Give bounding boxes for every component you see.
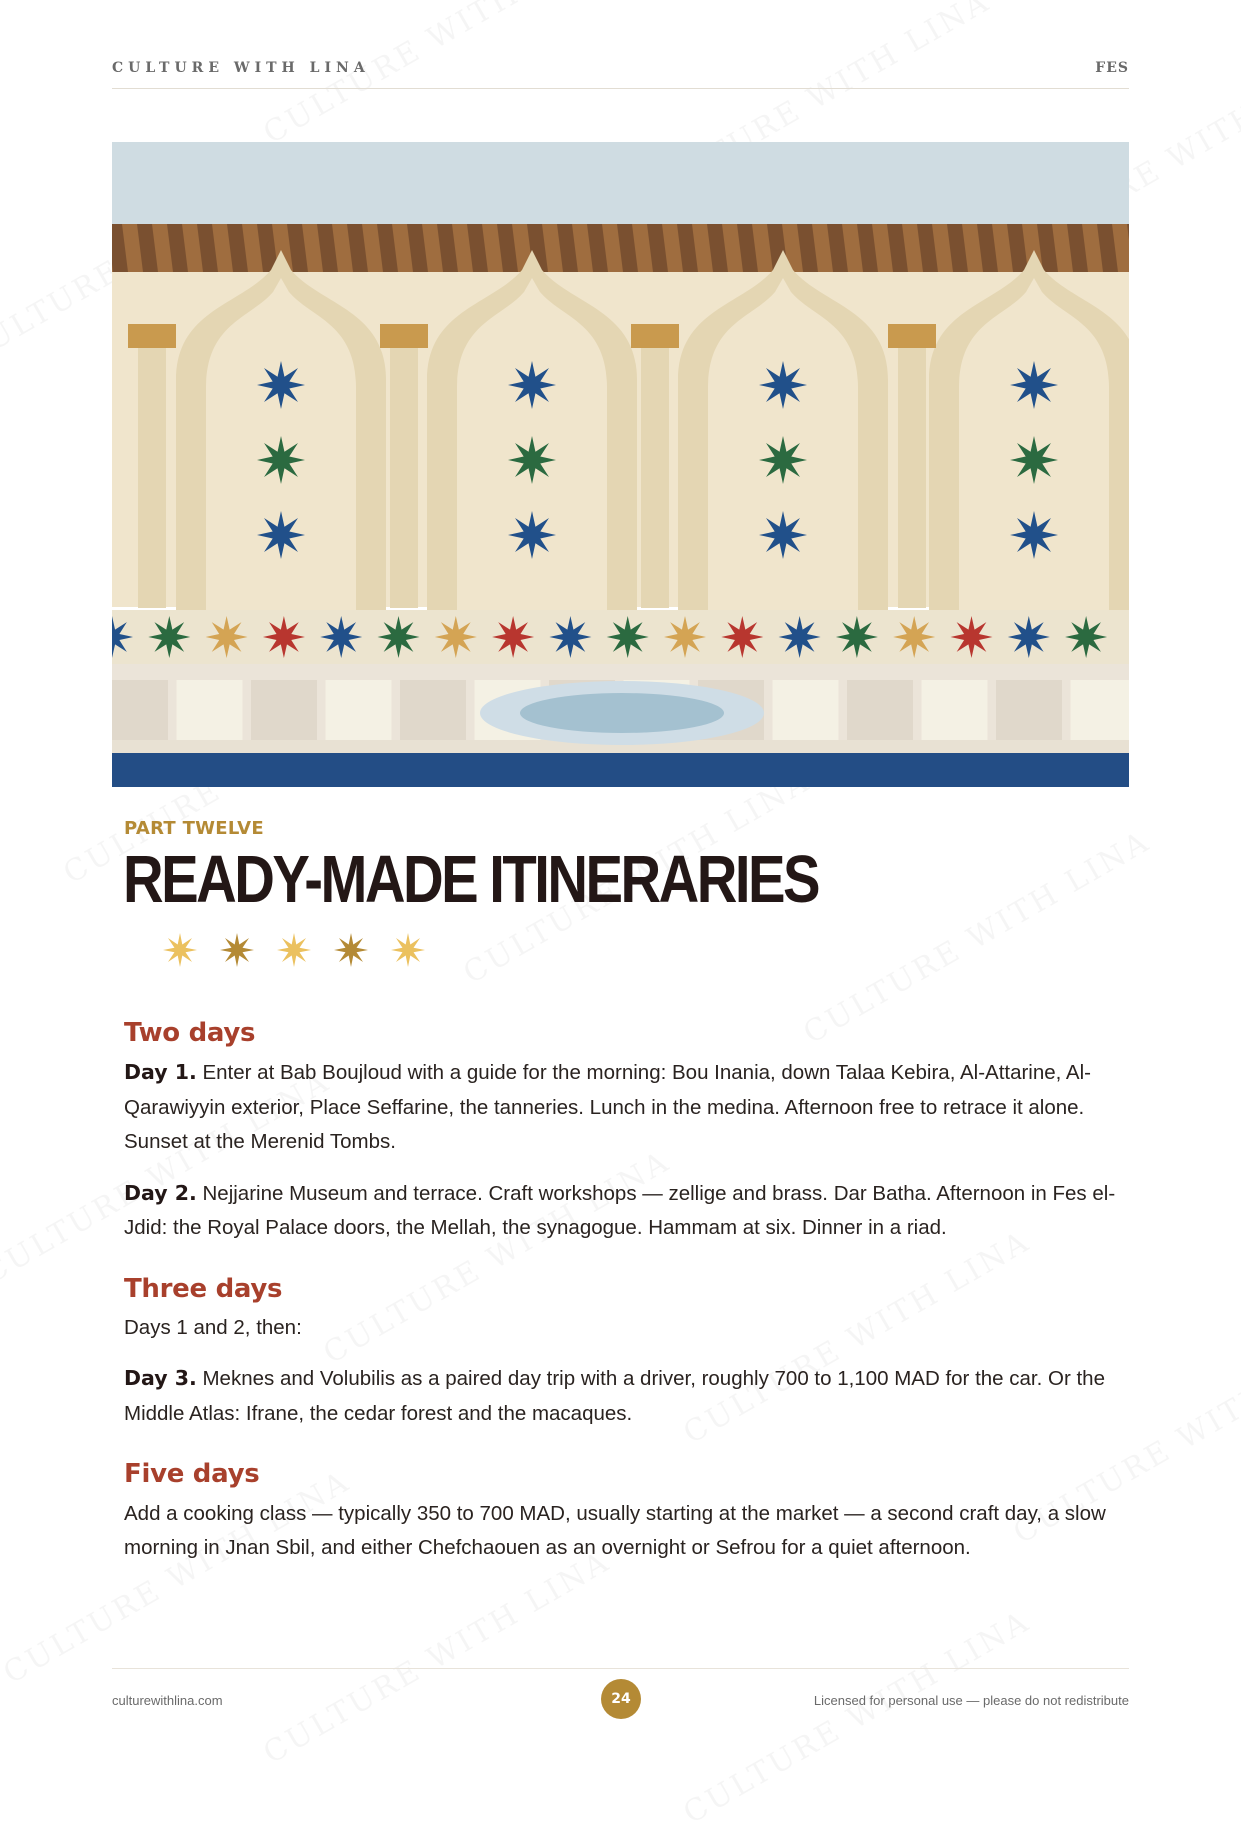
floor-tile — [400, 680, 466, 740]
column-capital — [888, 324, 936, 348]
arch-star-blue — [257, 511, 305, 559]
column-shaft — [898, 338, 926, 608]
title-star-icon — [220, 933, 254, 967]
title-star-icon — [391, 933, 425, 967]
frieze-star — [1008, 616, 1050, 658]
footer-site-link[interactable]: culturewithlina.com — [112, 1693, 223, 1708]
floor-tile — [847, 680, 913, 740]
sky — [112, 142, 1129, 224]
day-1-paragraph — [124, 1055, 1124, 1160]
floor-tile — [251, 680, 317, 740]
arch-star-blue — [508, 511, 556, 559]
frieze-star — [664, 616, 706, 658]
frieze-star — [836, 616, 878, 658]
floor-tile — [177, 680, 243, 740]
five-days-paragraph: Add a cooking class — typically 350 to 700 MAD, usually starting at the market — a second craft day, a slow morning in Jnan Sbil, and either Chefchaouen as an overnight or Sefrou for a quiet afternoon. — [124, 1501, 1106, 1560]
title-star-row — [158, 928, 438, 972]
arch-star-green — [508, 436, 556, 484]
blue-band — [112, 753, 1129, 787]
column-shaft — [641, 338, 669, 608]
watermark-text — [258, 1544, 617, 1771]
section-heading-three-days: Three days — [124, 1273, 283, 1304]
courtyard-arcade-illustration — [112, 142, 1129, 787]
three-days-intro: Days 1 and 2, then: — [124, 1315, 302, 1339]
day-text: Meknes and Volubilis as a paired day trip with a driver, roughly 700 to 1,100 MAD for the car. Or the Middle Atlas: Ifrane, the cedar forest and the macaques. — [124, 1367, 1105, 1425]
frieze-star — [721, 616, 763, 658]
floor-tile — [112, 680, 168, 740]
frieze-star — [1065, 616, 1107, 658]
frieze-star — [951, 616, 993, 658]
column-capital — [380, 324, 428, 348]
day-label: Day 1. — [124, 1060, 197, 1085]
frieze-star — [435, 616, 477, 658]
arch-star-blue — [508, 361, 556, 409]
column-shaft — [138, 338, 166, 608]
column-capital — [128, 324, 176, 348]
arch-star-green — [257, 436, 305, 484]
column-capital — [631, 324, 679, 348]
frieze-star — [779, 616, 821, 658]
floor-tile — [922, 680, 988, 740]
page-header — [112, 56, 1129, 89]
frieze-star — [492, 616, 534, 658]
day-label: Day 3. — [124, 1366, 197, 1391]
frieze-star — [320, 616, 362, 658]
day-2-paragraph — [124, 1176, 1124, 1246]
page-footer — [112, 1668, 1129, 1729]
arch-star-blue — [257, 361, 305, 409]
column-shaft — [390, 338, 418, 608]
brand-name: CULTURE WITH LINA — [112, 60, 370, 76]
arch-star-blue — [1010, 511, 1058, 559]
day-text: Nejjarine Museum and terrace. Craft workshops — zellige and brass. Dar Batha. Afternoon in Fes el-Jdid: the Royal Palace doors, the Mellah, the synagogue. Hammam at six. Dinner in a riad. — [124, 1181, 1116, 1240]
section-heading-two-days: Two days — [124, 1018, 256, 1048]
arch-star-blue — [759, 511, 807, 559]
frieze-star — [893, 616, 935, 658]
day-label: Day 2. — [124, 1180, 197, 1205]
floor-tile — [773, 680, 839, 740]
day-text: Enter at Bab Boujloud with a guide for the morning: Bou Inania, down Talaa Kebira, Al-Attarine, Al-Qarawiyyin exterior, Place Seffarine, the tanneries. Lunch in the medina. Afternoon free to retrace it alone. Sunset at the Merenid Tombs. — [124, 1061, 1091, 1154]
chapter-city: FES — [1095, 60, 1129, 76]
frieze-star — [607, 616, 649, 658]
frieze-star — [378, 616, 420, 658]
part-label: PART TWELVE — [124, 818, 265, 839]
arch-star-green — [759, 436, 807, 484]
floor-tile — [326, 680, 392, 740]
title-star-icon — [163, 933, 197, 967]
floor-tile — [1071, 680, 1130, 740]
itinerary-content — [124, 1010, 1124, 1566]
frieze-star — [263, 616, 305, 658]
arch-star-green — [1010, 436, 1058, 484]
day-3-paragraph — [124, 1361, 1124, 1431]
arch-star-blue — [759, 361, 807, 409]
frieze-star — [549, 616, 591, 658]
title-star-icon — [334, 933, 368, 967]
title-star-icon — [277, 933, 311, 967]
section-heading-five-days: Five days — [124, 1459, 260, 1490]
frieze-star — [148, 616, 190, 658]
footer-license-note: Licensed for personal use — please do not redistribute — [813, 1693, 1129, 1708]
fountain-water — [520, 693, 724, 733]
hero-illustration — [112, 142, 1129, 787]
page-title: READY-MADE ITINERARIES — [123, 842, 819, 917]
floor-tile — [996, 680, 1062, 740]
page-number-badge: 24 — [601, 1679, 641, 1719]
arch-star-blue — [1010, 361, 1058, 409]
frieze-star — [206, 616, 248, 658]
